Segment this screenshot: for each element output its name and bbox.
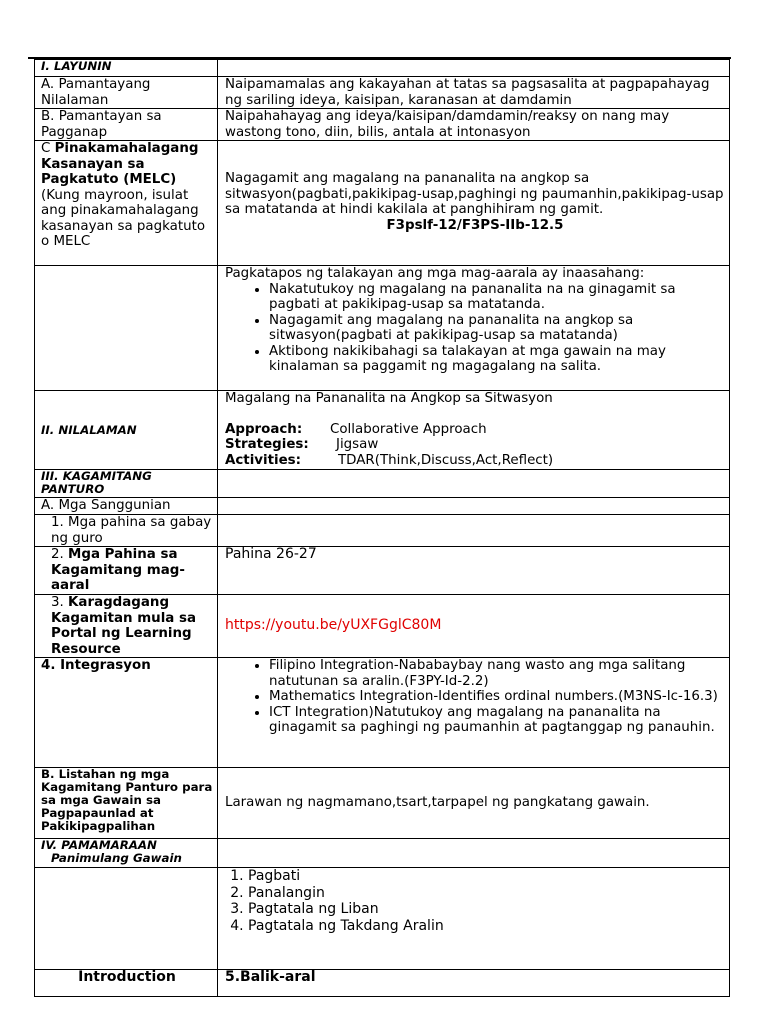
row-nilalaman: [35, 391, 730, 470]
pamamaraan-empty: [218, 839, 730, 868]
steps-cell: [218, 868, 730, 970]
pamamaraan-subheading: Panimulang Gawain: [51, 851, 182, 865]
steps-empty: [35, 868, 218, 970]
gabay-label: Mga pahina sa gabay ng guro: [51, 515, 212, 546]
melc-value-cell: [218, 141, 730, 266]
pahina-label-cell: [35, 547, 218, 595]
pamantayang-nilalaman-value: Naipamamalas ang kakayahan at tatas sa pagsasalita at pagpapahayag ng sariling ideya, kaisipan, karanasan at damdamin: [218, 77, 730, 109]
karagdagang-link-cell: [218, 595, 730, 658]
layunin-heading: I. LAYUNIN: [35, 60, 218, 77]
pamantayang-nilalaman-label: A. Pamantayang Nilalaman: [35, 77, 218, 109]
nilalaman-cell: [218, 391, 730, 470]
row-sanggunian: [35, 498, 730, 515]
objectives-list: [225, 282, 725, 375]
kagamitang-empty: [218, 470, 730, 498]
listahan-label: B. Listahan ng mga Kagamitang Panturo para sa mga Gawain sa Pagpapaunlad at Pakikipagpalihan: [35, 768, 218, 839]
sanggunian-empty: [218, 498, 730, 515]
integration-item: • ICT Integration)Natutukoy ang magalang na pananalita na ginagamit sa paghingi ng paumanhin at pagtanggap ng panauhin.: [269, 705, 725, 736]
row-pamantayan-pagganap: [35, 109, 730, 141]
row-pahina: [35, 547, 730, 595]
gabay-empty: [218, 515, 730, 547]
row-objectives: [35, 266, 730, 391]
activities-label: Activities:: [225, 452, 302, 468]
row-integrasyon: [35, 658, 730, 768]
row-steps: [35, 868, 730, 970]
youtube-link[interactable]: https://youtu.be/yUXFGglC80M: [225, 617, 442, 634]
pahina-value: Pahina 26-27: [218, 547, 730, 595]
row-pamamaraan: [35, 839, 730, 868]
karagdagang-label-cell: [35, 595, 218, 658]
melc-prefix: C: [41, 141, 55, 156]
introduction-label: Introduction: [35, 970, 218, 997]
pahina-label: Mga Pahina sa Kagamitang mag-aaral: [51, 547, 185, 593]
steps-list: [225, 868, 725, 934]
step-item: 4. Pagtatala ng Takdang Aralin: [248, 918, 725, 935]
row-kagamitang: [35, 470, 730, 498]
step-item: 1. Pagbati: [248, 868, 725, 885]
introduction-value: 5.Balik-aral: [218, 970, 730, 997]
row-karagdagang: [35, 595, 730, 658]
sanggunian-label: A. Mga Sanggunian: [35, 498, 218, 515]
activities-value: TDAR(Think,Discuss,Act,Reflect): [338, 452, 554, 468]
integrasyon-list: [225, 658, 725, 736]
karagdagang-prefix: 3.: [51, 595, 69, 610]
melc-label-cell: [35, 141, 218, 266]
row-listahan: [35, 768, 730, 839]
row-introduction: [35, 970, 730, 997]
row-melc: [35, 141, 730, 266]
pamamaraan-cell: [35, 839, 218, 868]
lesson-plan-table: [34, 59, 730, 997]
integration-item: • Mathematics Integration-Identifies ordinal numbers.(M3NS-Ic-16.3): [269, 689, 725, 705]
row-gabay: [35, 515, 730, 547]
objective-item: • Nakatutukoy ng magalang na pananalita na na ginagamit sa pagbati at pakikipag-usap sa matatanda.: [269, 282, 725, 313]
step-item: 2. Panalangin: [248, 885, 725, 902]
gabay-label-cell: [35, 515, 218, 547]
row-layunin: [35, 60, 730, 77]
pamamaraan-heading: IV. PAMAMARAAN: [41, 838, 157, 852]
objective-item: • Aktibong nakikibahagi sa talakayan at mga gawain na may kinalaman sa paggamit ng magagalang na salita.: [269, 344, 725, 375]
approach-value: Collaborative Approach: [330, 421, 487, 437]
approach-row: [225, 422, 725, 438]
melc-label: Pinakamahalagang Kasanayan sa Pagkatuto (MELC): [41, 141, 199, 187]
nilalaman-heading: II. NILALAMAN: [35, 391, 218, 470]
pamantayan-pagganap-value: Naipahahayag ang ideya/kaisipan/damdamin/reaksy on nang may wastong tono, diin, bilis, antala at intonasyon: [218, 109, 730, 141]
layunin-empty: [218, 60, 730, 77]
objective-item: • Nagagamit ang magalang na pananalita na angkop sa sitwasyon(pagbati at pakikipag-usap sa matatanda): [269, 313, 725, 344]
melc-code: F3pslf-12/F3PS-IIb-12.5: [386, 217, 564, 233]
integrasyon-cell: [218, 658, 730, 768]
strategies-label: Strategies:: [225, 437, 309, 452]
nilalaman-topic: Magalang na Pananalita na Angkop sa Sitwasyon: [225, 391, 553, 406]
approach-label: Approach:: [225, 421, 303, 437]
activities-row: [225, 453, 725, 469]
integrasyon-label: 4. Integrasyon: [35, 658, 218, 768]
integration-item: • Filipino Integration-Nababaybay nang wasto ang mga salitang natutunan sa aralin.(F3PY-Id-2.2): [269, 658, 725, 689]
step-item: 3. Pagtatala ng Liban: [248, 901, 725, 918]
kagamitang-heading: III. KAGAMITANG PANTURO: [35, 470, 218, 498]
objectives-empty: [35, 266, 218, 391]
pamantayan-pagganap-label: B. Pamantayan sa Pagganap: [35, 109, 218, 141]
pahina-prefix: 2.: [51, 547, 69, 562]
objectives-cell: [218, 266, 730, 391]
objectives-intro: Pagkatapos ng talakayan ang mga mag-aaralа ay inaasahang:: [225, 266, 645, 281]
melc-note: (Kung mayroon, isulat ang pinakamahalagang kasanayan sa pagkatuto o MELC: [41, 187, 206, 249]
karagdagang-label: Karagdagang Kagamitan mula sa Portal ng Learning Resource: [51, 595, 196, 657]
strategies-value: Jigsaw: [336, 437, 379, 452]
row-pamantayang-nilalaman: [35, 77, 730, 109]
strategies-row: [225, 437, 725, 453]
melc-value: Nagagamit ang magalang na pananalita na angkop sa sitwasyon(pagbati,pakikipag-usap,paghingi ng paumanhin,pakikipag-usap sa matatanda at hindi kakilala at panghihiram ng gamit.: [225, 171, 724, 217]
listahan-value: Larawan ng nagmamano,tsart,tarpapel ng pangkatang gawain.: [218, 768, 730, 839]
gabay-prefix: 1.: [51, 515, 69, 530]
